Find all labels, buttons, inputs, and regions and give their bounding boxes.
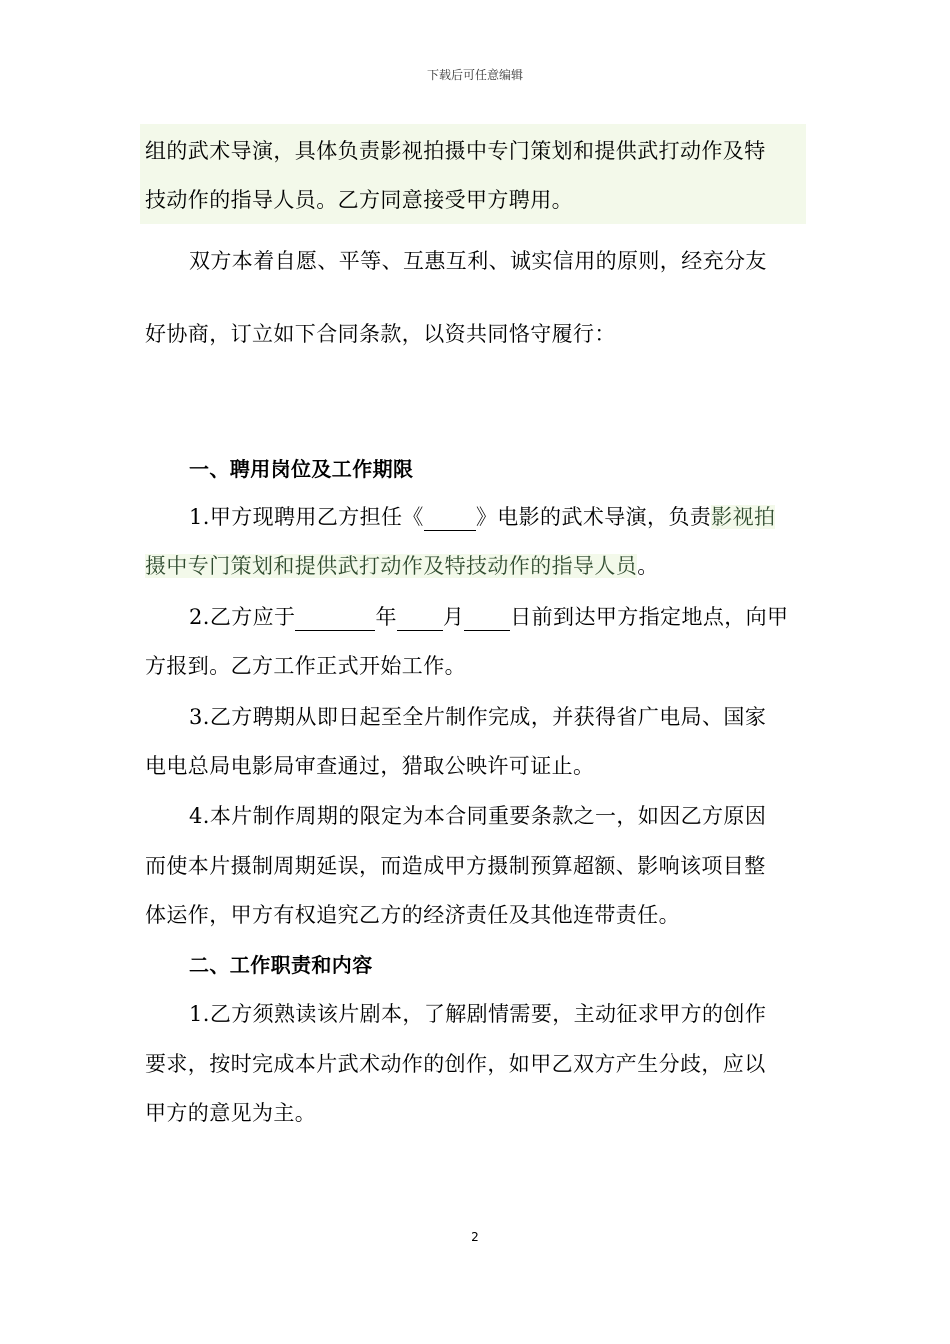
month-blank[interactable]	[397, 608, 443, 631]
item-2-month: 月	[442, 605, 465, 629]
intro-line-4: 好协商，订立如下合同条款，以资共同恪守履行：	[145, 322, 616, 346]
section-1-title: 一、聘用岗位及工作期限	[189, 457, 414, 481]
item-1-line-2-text: 摄中专门策划和提供武打动作及特技动作的指导人员	[145, 554, 638, 578]
day-blank[interactable]	[464, 608, 510, 631]
section-2-title: 二、工作职责和内容	[189, 953, 373, 977]
section-1-item-1-line-1	[189, 503, 775, 531]
item-2-year: 年	[375, 605, 397, 629]
intro-line-2: 技动作的指导人员。乙方同意接受甲方聘用。	[145, 188, 573, 212]
page-number: 2	[471, 1230, 479, 1244]
item-1-text-a: 1.甲方现聘用乙方担任《	[189, 505, 424, 529]
section-2-item-1-line-3: 甲方的意见为主。	[145, 1101, 317, 1125]
item-2-text-a: 2.乙方应于	[189, 605, 296, 629]
film-title-blank[interactable]	[424, 508, 476, 531]
section-1-item-1-line-2	[145, 552, 659, 580]
section-1-item-4-line-2: 而使本片摄制周期延误，而造成甲方摄制预算超额、影响该项目整	[145, 854, 766, 878]
section-1-item-2-line-2: 方报到。乙方工作正式开始工作。	[145, 654, 466, 678]
item-1-text-b: 》电影的武术导演，负责	[475, 505, 712, 529]
section-1-item-2-line-1	[189, 603, 788, 631]
item-2-text-d: 日前到达甲方指定地点，向甲	[510, 605, 789, 629]
section-1-item-4-line-1: 4.本片制作周期的限定为本合同重要条款之一，如因乙方原因	[189, 804, 767, 828]
year-blank[interactable]	[295, 608, 375, 631]
item-1-text-c: 影视拍	[711, 505, 776, 529]
section-1-item-4-line-3: 体运作，甲方有权追究乙方的经济责任及其他连带责任。	[145, 903, 680, 927]
section-2-item-1-line-1: 1.乙方须熟读该片剧本，了解剧情需要，主动征求甲方的创作	[189, 1002, 767, 1026]
intro-line-3: 双方本着自愿、平等、互惠互利、诚实信用的原则，经充分友	[189, 249, 767, 273]
header-note: 下载后可任意编辑	[426, 68, 523, 82]
section-2-item-1-line-2: 要求，按时完成本片武术动作的创作，如甲乙双方产生分歧，应以	[145, 1052, 766, 1076]
intro-line-1: 组的武术导演，具体负责影视拍摄中专门策划和提供武打动作及特	[145, 139, 766, 163]
section-1-item-3-line-1: 3.乙方聘期从即日起至全片制作完成，并获得省广电局、国家	[189, 705, 767, 729]
item-1-line-2-end: 。	[637, 554, 659, 578]
section-1-item-3-line-2: 电电总局电影局审查通过，猎取公映许可证止。	[145, 754, 595, 778]
